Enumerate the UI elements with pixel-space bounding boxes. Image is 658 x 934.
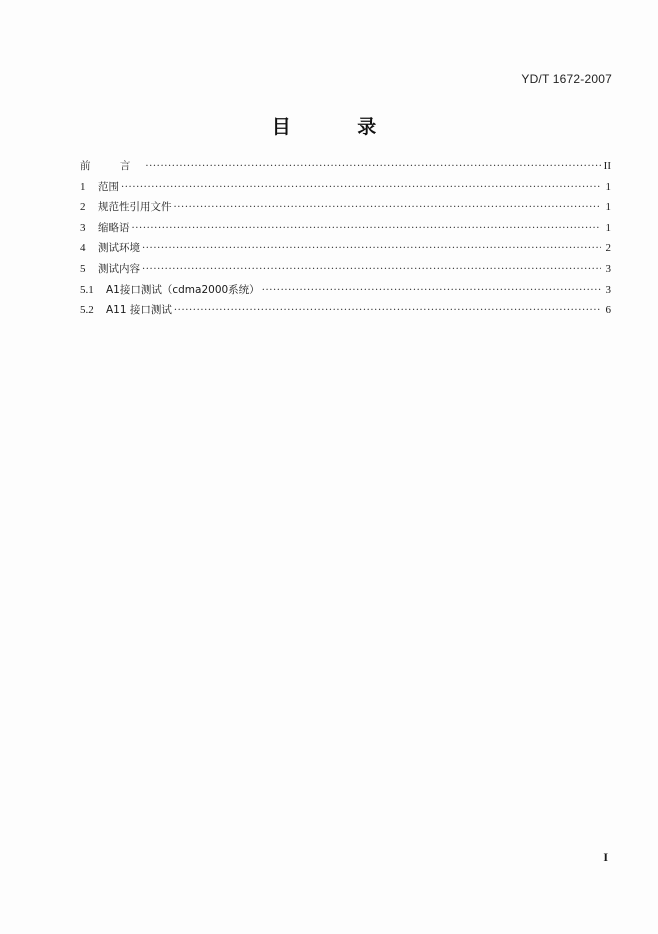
toc-entry-number: 4 [80,242,86,255]
toc-entry-page: 1 [605,180,611,193]
toc-entry-test-environment[interactable] [80,238,611,259]
toc-entry-test-content[interactable] [80,259,611,280]
toc-leader-dots [132,219,602,240]
toc-entry-label: A1接口测试（cdma2000系统） [106,283,260,296]
toc-entry-label: 范围 [98,180,119,193]
toc-entry-label: A11 接口测试 [106,304,172,317]
toc-entry-page: 2 [605,242,611,255]
document-code: YD/T 1672-2007 [521,72,612,86]
page-number: I [603,850,608,864]
toc-leader-dots [121,178,601,199]
toc-entry-label: 缩略语 [98,221,130,234]
toc-entry-number: 5 [80,262,86,275]
table-of-contents [80,156,611,321]
toc-entry-number: 5.2 [80,304,94,317]
toc-entry-page: 3 [605,262,611,275]
toc-entry-abbreviations[interactable] [80,218,611,239]
toc-entry-page: 1 [605,201,611,214]
toc-leader-dots [142,260,601,281]
toc-entry-page: 6 [605,304,611,317]
toc-entry-number: 5.1 [80,283,94,296]
toc-entry-scope[interactable] [80,177,611,198]
toc-leader-dots [174,301,601,322]
toc-entry-label: 测试内容 [98,262,140,275]
toc-entry-normative-references[interactable] [80,197,611,218]
toc-title: 目 录 [271,116,407,138]
toc-entry-a11-interface-test[interactable] [80,300,611,321]
toc-entry-label: 测试环境 [98,242,140,255]
toc-entry-number: 2 [80,201,86,214]
toc-entry-a1-interface-test[interactable] [80,280,611,301]
toc-entry-label: 规范性引用文件 [98,201,172,214]
toc-leader-dots [145,157,601,178]
toc-entry-label: 前 言 [80,160,144,172]
toc-entry-page: 3 [605,283,611,296]
toc-entry-page: 1 [605,221,611,234]
toc-entry-number: 3 [80,221,86,234]
toc-leader-dots [142,239,601,260]
toc-leader-dots [262,281,601,302]
toc-leader-dots [174,198,602,219]
toc-entry-foreword[interactable] [80,156,611,177]
toc-entry-number: 1 [80,180,86,193]
toc-entry-page: II [603,160,611,172]
